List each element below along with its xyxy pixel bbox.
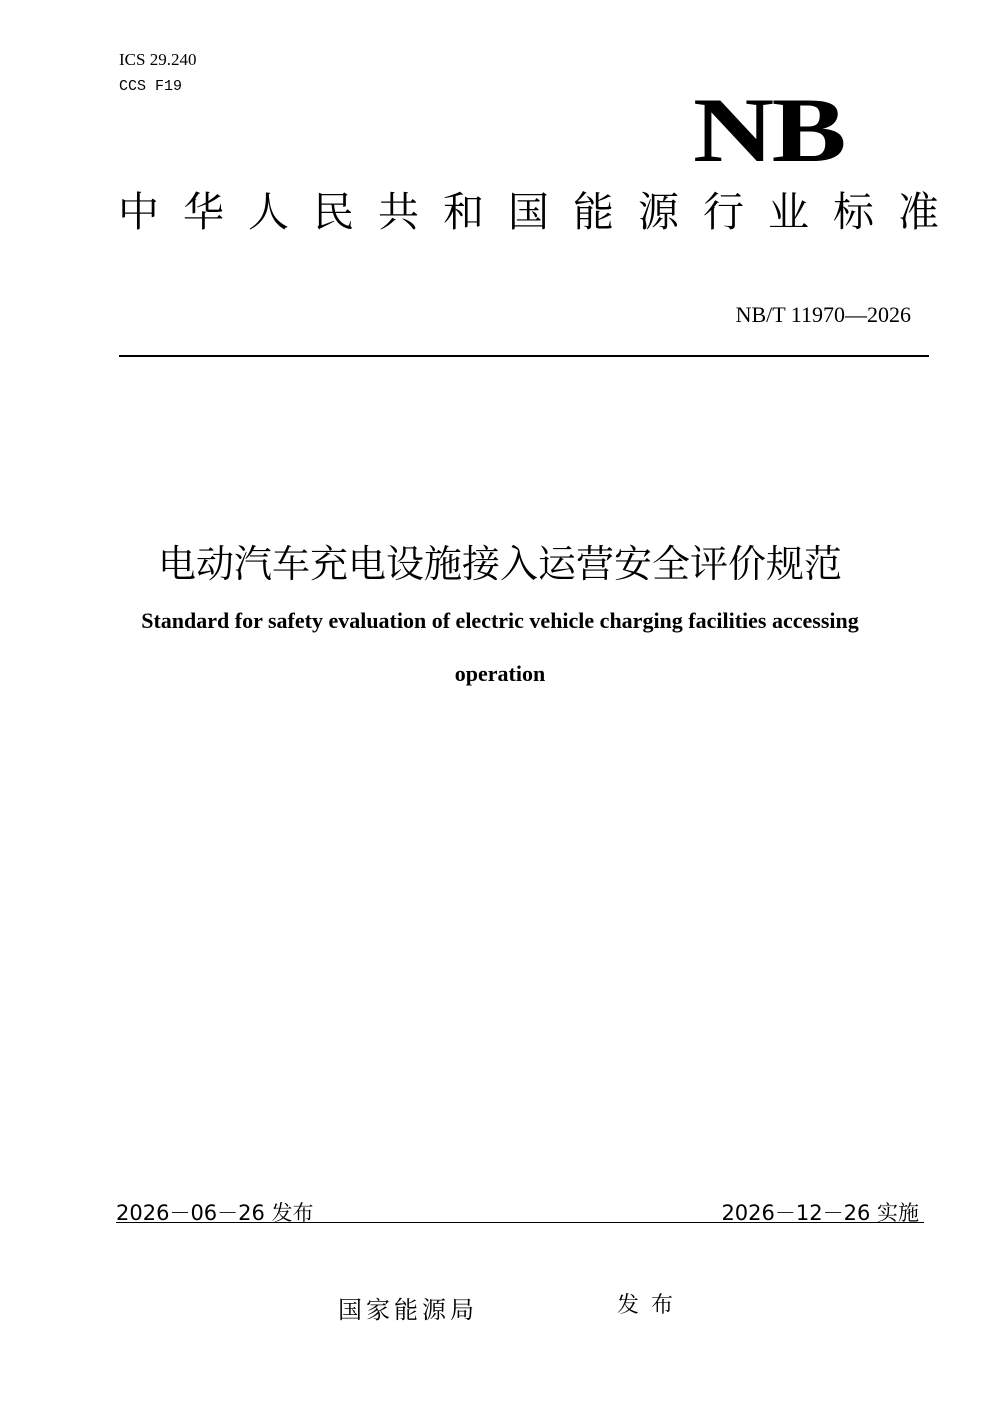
document-title-chinese: 电动汽车充电设施接入运营安全评价规范 — [157, 542, 842, 586]
document-title-english-line2: operation — [454, 661, 546, 686]
ccs-code: CCS F19 — [119, 78, 183, 95]
publisher-name: 国家能源局 — [338, 1296, 478, 1324]
standard-number: NB/T 11970—2026 — [735, 302, 911, 327]
ics-code: ICS 29.240 — [119, 50, 197, 69]
nb-logo: NB — [693, 79, 845, 181]
bottom-divider — [116, 1222, 924, 1223]
top-divider — [119, 355, 929, 357]
document-title-english-line1: Standard for safety evaluation of electric vehicle charging facilities accessing — [141, 608, 859, 633]
issue-date: 2026－06－26 发布 — [116, 1201, 314, 1225]
publish-label: 发布 — [617, 1293, 686, 1318]
implementation-date: 2026－12－26 实施 — [721, 1201, 919, 1225]
industry-standard-title: 中华人民共和国能源行业标准 — [118, 188, 963, 236]
